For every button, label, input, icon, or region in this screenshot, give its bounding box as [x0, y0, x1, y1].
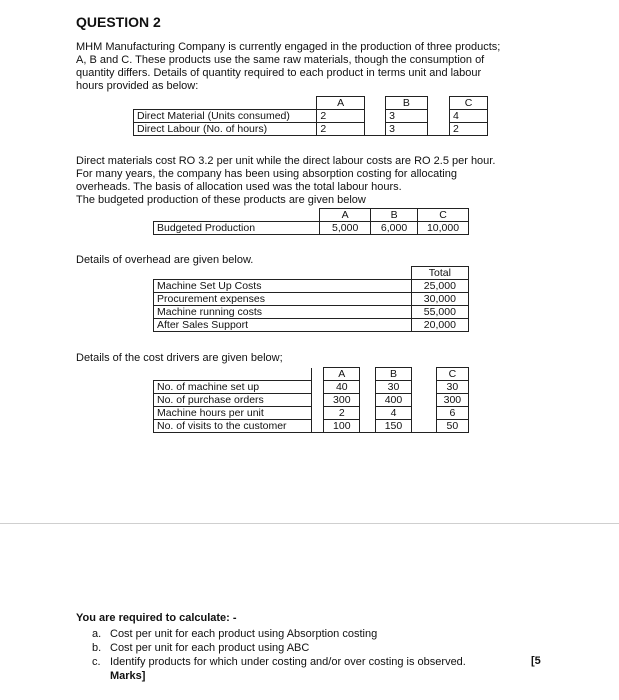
cell: 2 — [317, 110, 364, 123]
para-line: Direct materials cost RO 3.2 per unit while the direct labour costs are RO 2.5 per hour. — [76, 155, 496, 167]
production-table — [153, 208, 469, 235]
cell: 50 — [436, 420, 468, 433]
required-heading: You are required to calculate: - — [76, 612, 237, 624]
cell: 2 — [324, 407, 360, 420]
drivers-intro: Details of the cost drivers are given below; — [76, 352, 283, 364]
cell: 150 — [376, 420, 412, 433]
cell: 2 — [317, 123, 364, 136]
cell: 400 — [376, 394, 412, 407]
para-line: For many years, the company has been using absorption costing for allocating — [76, 168, 457, 180]
list-marker: b. — [92, 642, 102, 654]
page-divider — [0, 523, 619, 524]
cell: 30 — [436, 381, 468, 394]
table-row — [154, 381, 469, 394]
row-label: Machine hours per unit — [154, 407, 312, 420]
task-text: Cost per unit for each product using Absorption costing — [110, 628, 378, 640]
row-label: Direct Material (Units consumed) — [134, 110, 317, 123]
table-row — [154, 306, 469, 319]
question-title: QUESTION 2 — [76, 14, 161, 30]
row-label: Procurement expenses — [154, 293, 412, 306]
cell: 5,000 — [320, 222, 371, 235]
task-list — [92, 627, 466, 683]
col-header: A — [324, 368, 360, 381]
col-header: B — [371, 209, 418, 222]
cell: 100 — [324, 420, 360, 433]
col-header: A — [320, 209, 371, 222]
row-label: No. of visits to the customer — [154, 420, 312, 433]
table-row — [154, 293, 469, 306]
col-header: C — [450, 97, 488, 110]
table-row — [154, 222, 469, 235]
cell: 4 — [450, 110, 488, 123]
row-label: No. of purchase orders — [154, 394, 312, 407]
table-row — [154, 407, 469, 420]
cell: 55,000 — [411, 306, 468, 319]
task-text: Identify products for which under costing and/or over costing is observed. — [110, 656, 466, 668]
intro-line: hours provided as below: — [76, 80, 199, 92]
para-line: overheads. The basis of allocation used was the total labour hours. — [76, 181, 402, 193]
col-header: Total — [411, 267, 468, 280]
table-row — [154, 319, 469, 332]
marks-bracket: [5 — [531, 655, 541, 667]
list-marker: c. — [92, 656, 101, 668]
col-header: C — [436, 368, 468, 381]
quantity-table — [133, 96, 488, 136]
cell: 30,000 — [411, 293, 468, 306]
intro-paragraph — [76, 41, 547, 93]
table-row — [154, 394, 469, 407]
intro-line: MHM Manufacturing Company is currently engaged in the production of three products; — [76, 41, 501, 53]
marks-line — [92, 669, 466, 683]
col-header: C — [418, 209, 469, 222]
table-row — [134, 110, 488, 123]
row-label: Machine running costs — [154, 306, 412, 319]
intro-line: quantity differs. Details of quantity required to each product in terms unit and labour — [76, 67, 482, 79]
cell: 2 — [450, 123, 488, 136]
row-label: Machine Set Up Costs — [154, 280, 412, 293]
table-row — [154, 420, 469, 433]
row-label: Budgeted Production — [154, 222, 320, 235]
para-line: The budgeted production of these products are given below — [76, 194, 366, 206]
table-row — [154, 280, 469, 293]
row-label: After Sales Support — [154, 319, 412, 332]
cell: 4 — [376, 407, 412, 420]
col-header: B — [376, 368, 412, 381]
marks-text: Marks] — [110, 670, 146, 682]
list-marker: a. — [92, 628, 102, 640]
cell: 300 — [436, 394, 468, 407]
cell: 25,000 — [411, 280, 468, 293]
cost-paragraph — [76, 155, 547, 207]
cell: 3 — [386, 123, 428, 136]
cell: 30 — [376, 381, 412, 394]
col-header: B — [386, 97, 428, 110]
overhead-intro: Details of overhead are given below. — [76, 254, 254, 266]
cost-drivers-table — [153, 367, 469, 433]
cell: 20,000 — [411, 319, 468, 332]
list-item — [92, 655, 466, 669]
task-text: Cost per unit for each product using ABC — [110, 642, 310, 654]
list-item — [92, 627, 466, 641]
cell: 6,000 — [371, 222, 418, 235]
list-item — [92, 641, 466, 655]
cell: 6 — [436, 407, 468, 420]
row-label: No. of machine set up — [154, 381, 312, 394]
cell: 40 — [324, 381, 360, 394]
cell: 3 — [386, 110, 428, 123]
cell: 10,000 — [418, 222, 469, 235]
overhead-table — [153, 266, 469, 332]
col-header: A — [317, 97, 364, 110]
table-row — [134, 123, 488, 136]
cell: 300 — [324, 394, 360, 407]
intro-line: A, B and C. These products use the same raw materials, though the consumption of — [76, 54, 485, 66]
row-label: Direct Labour (No. of hours) — [134, 123, 317, 136]
